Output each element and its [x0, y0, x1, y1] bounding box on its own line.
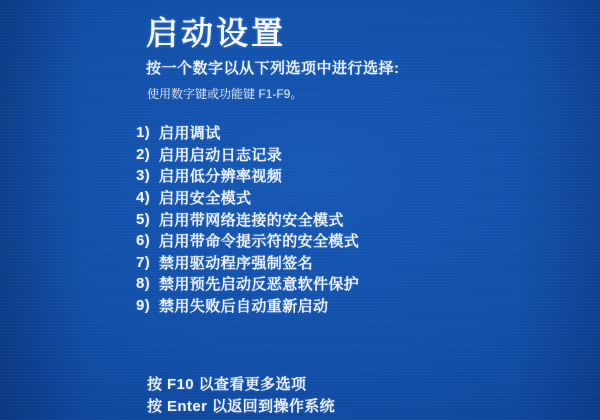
option-number: 1)	[136, 124, 151, 142]
option-label: 启用带网络连接的安全模式	[159, 211, 344, 229]
option-label: 禁用失败后自动重新启动	[159, 298, 329, 316]
option-label: 启用低分辨率视频	[159, 168, 283, 186]
keys-hint-text: 使用数字键或功能键 F1-F9。	[147, 87, 303, 101]
option-number: 2)	[136, 145, 151, 163]
f10-more-options-hint: 按 F10 以查看更多选项	[147, 376, 307, 393]
option-label: 禁用驱动程序强制签名	[159, 254, 314, 272]
option-label: 禁用预先启动反恶意软件保护	[159, 276, 360, 294]
option-number: 9)	[136, 297, 151, 315]
option-label: 启用调试	[159, 125, 221, 143]
option-number: 8)	[136, 275, 151, 293]
startup-option-5-safe-mode-networking[interactable]	[136, 208, 359, 230]
startup-option-6-safe-mode-command-prompt[interactable]	[136, 230, 359, 252]
option-number: 6)	[136, 232, 151, 250]
footer-key-hints	[147, 374, 335, 417]
startup-option-4-safe-mode[interactable]	[136, 187, 359, 209]
instruction-text: 按一个数字以从下列选项中进行选择:	[146, 60, 400, 77]
page-title: 启动设置	[146, 15, 287, 51]
startup-option-2-boot-logging[interactable]	[136, 144, 359, 166]
option-number: 5)	[136, 210, 151, 228]
startup-options-list	[136, 122, 359, 316]
option-number: 7)	[136, 253, 151, 271]
option-number: 4)	[136, 189, 151, 207]
option-label: 启用启动日志记录	[159, 146, 283, 164]
option-label: 启用带命令提示符的安全模式	[159, 233, 360, 251]
startup-option-3-low-resolution-video[interactable]	[136, 165, 359, 187]
startup-option-1-enable-debugging[interactable]	[136, 122, 359, 144]
startup-option-8-disable-anti-malware[interactable]	[136, 273, 359, 295]
option-number: 3)	[136, 167, 151, 185]
enter-return-os-hint: 按 Enter 以返回到操作系统	[147, 397, 336, 415]
startup-option-9-disable-auto-restart[interactable]	[136, 295, 359, 317]
startup-option-7-disable-driver-signature[interactable]	[136, 252, 359, 274]
option-label: 启用安全模式	[159, 190, 252, 208]
